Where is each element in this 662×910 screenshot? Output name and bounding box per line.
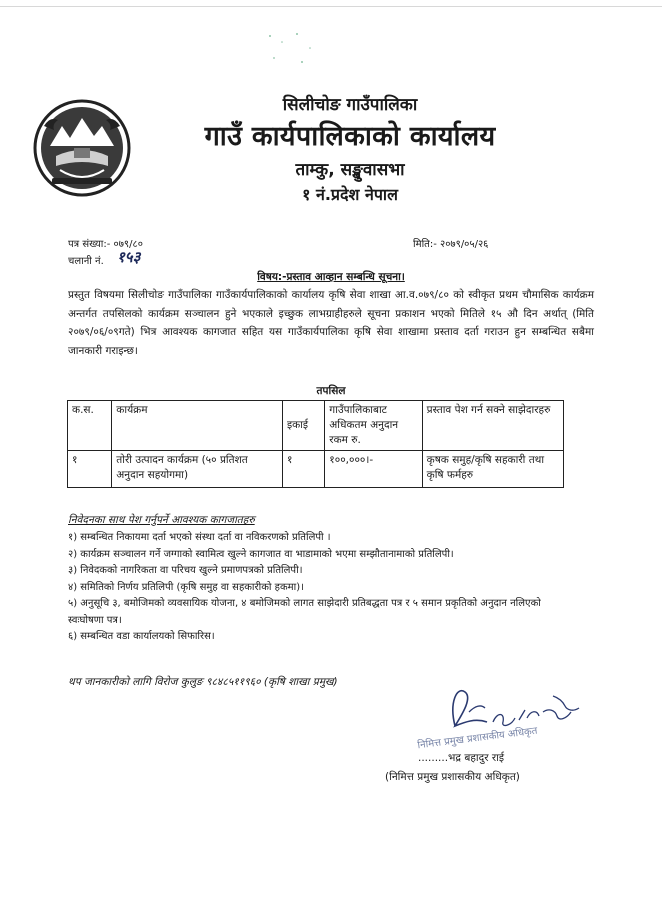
signatory-name: .........भद्र बहादुर राई bbox=[418, 752, 505, 764]
program-table bbox=[67, 400, 564, 488]
requirements-list bbox=[68, 530, 568, 646]
notice-body: प्रस्तुत विषयमा सिलीचोङ गाउँपालिका गाउँकार्यपालिकाको कार्यालय कृषि सेवा शाखा आ.व.०७९/८० को स्वीकृत प्रथम चौमासिक कार्यक्रम अन्तर्गत तपसिलको कार्यक्रम सञ्चालन हुने भएकाले इच्छुक लाभग्राहीहरुले सूचना प्रकाशन भएको मितिले १५ औ दिन अर्थात् (मिति २०७९/०६/०९गते) भित्र आवश्यक कागजात सहित यस गाउँकार्यपालिका कृषि सेवा शाखामा प्रस्ताव दर्ता गराउन हुन सम्बन्धित सबैमा जानकारी गराइन्छ। bbox=[68, 289, 594, 357]
notice-subject: विषय:-प्रस्ताव आव्हान सम्बन्धि सूचना। bbox=[257, 271, 405, 283]
table-cell: कृषक समुह/कृषि सहकारी तथा कृषि फर्महरु bbox=[422, 451, 563, 488]
list-item: ३) निवेदकको नागरिकता वा परिचय खुल्ने प्रमाणपत्रको प्रतिलिपी। bbox=[68, 565, 303, 576]
province-name: १ नं.प्रदेश नेपाल bbox=[302, 185, 398, 204]
list-item: ४) समितिको निर्णय प्रतिलिपी (कृषि समुह वा सहकारीको हकमा)। bbox=[68, 581, 304, 593]
list-item: २) कार्यक्रम सञ्चालन गर्ने जग्गाको स्वामित्व खुल्ने कागजात वा भाडामाको भएमा सम्झौतानामाको प्रतिलिपी। bbox=[68, 548, 454, 560]
reference-number: पत्र संख्या:- ०७९/८० bbox=[68, 239, 143, 250]
table-title: तपसिल bbox=[316, 385, 346, 397]
table-cell: १ bbox=[68, 451, 112, 488]
list-item: १) सम्बन्धित निकायमा दर्ता भएको संस्था दर्ता वा नविकरणको प्रतिलिपी । bbox=[68, 532, 331, 543]
table-cell: १००,०००।- bbox=[325, 451, 422, 488]
stray-marks bbox=[262, 30, 322, 70]
office-name: गाउँ कार्यपालिकाको कार्यालय bbox=[204, 121, 496, 152]
table-header: इकाई bbox=[282, 401, 324, 451]
table-row bbox=[68, 451, 564, 488]
office-address: ताम्कु, सङ्खुवासभा bbox=[295, 160, 405, 180]
document-date: मिति:- २०७९/०५/२६ bbox=[413, 239, 489, 250]
table-cell: तोरी उत्पादन कार्यक्रम (५० प्रतिशत अनुदान सहयोगमा) bbox=[112, 451, 283, 488]
requirements-title: निवेदनका साथ पेश गर्नुपर्ने आवश्यक कागजातहरु bbox=[68, 514, 255, 526]
nepal-emblem-icon bbox=[30, 96, 134, 200]
table-header: कार्यक्रम bbox=[112, 401, 283, 451]
scan-border bbox=[0, 6, 662, 7]
table-cell: १ bbox=[282, 451, 324, 488]
table-header: गाउँपालिकाबाट अधिकतम अनुदान रकम रु. bbox=[325, 401, 422, 451]
contact-info: थप जानकारीको लागि विरोज कुलुङ ९८४८५११९६० (कृषि शाखा प्रमुख) bbox=[68, 676, 338, 688]
list-item: ६) सम्बन्धित वडा कार्यालयको सिफारिस। bbox=[68, 631, 215, 642]
table-header: प्रस्ताव पेश गर्न सक्ने साझेदारहरु bbox=[422, 401, 563, 451]
list-item: ५) अनुसूचि ३, बमोजिमको व्यवसायिक योजना, ४ बमोजिमको लागत साझेदारी प्रतिबद्धता पत्र र ५ समान प्रकृतिको अनुदान नलिएको स्वःघोषणा पत्र। bbox=[68, 598, 541, 626]
signatory-title: (निमित्त प्रमुख प्रशासकीय अधिकृत) bbox=[385, 771, 520, 783]
table-header-row bbox=[68, 401, 564, 451]
table-header: क.स. bbox=[68, 401, 112, 451]
chalani-number: १५३ bbox=[117, 248, 141, 266]
chalani-label: चलानी नं. bbox=[68, 256, 104, 267]
official-stamp: निमित्त प्रमुख प्रशासकीय अधिकृत bbox=[416, 725, 539, 752]
municipality-name: सिलीचोङ गाउँपालिका bbox=[282, 95, 418, 115]
